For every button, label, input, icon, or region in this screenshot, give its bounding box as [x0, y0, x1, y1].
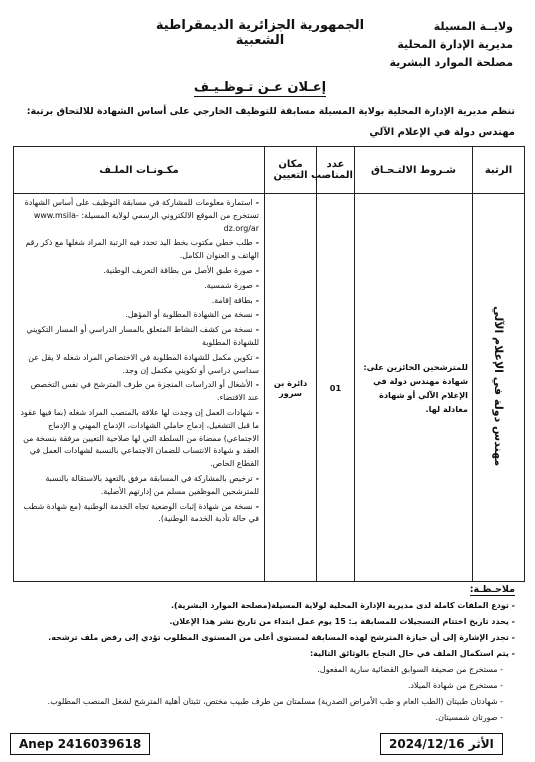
wilaya-line: ولايــة المسيلة: [433, 20, 513, 33]
table-row: [14, 194, 525, 582]
publication-date: الأثر 2024/12/16: [380, 733, 503, 755]
header-rank: الرتبة: [473, 147, 525, 194]
letterhead: [0, 8, 535, 78]
positions-count: 01: [317, 194, 355, 582]
notes-block: [20, 598, 515, 726]
intro-paragraph: تنظم مديرية الإدارة المحلية بولاية المسيلة مسابقة للتوظيف الخارجي على أساس الشهادة للالتحاق برتبة:: [26, 106, 515, 117]
document-item: -شهادات العمل إن وجدت لها علاقة بالمنصب المراد شغله (بما فيها عقود ما قبل التشغيل، إدماج حاملي الشهادات، الإدماج المهني و الإدماج الاجتماعي) ممضاة من السلطة التي لها صلاحية التعيين مرفقة بنسخة من العقد و شهادة الانتساب للضمان الاجتماعي بالنسبة لشهادات العمل في القطاع الخاص.: [20, 407, 259, 469]
assignment-place: دائرة بن سرور: [265, 194, 317, 582]
conditions-cell: للمترشحين الحائزين على: شهادة مهندس دولة في الإعلام الآلي أو شهادة معادلة لها.: [355, 194, 473, 582]
republic-title: الجمهورية الجزائرية الديمقراطية الشعبية: [155, 18, 365, 48]
document-item: -تكوين مكمل للشهادة المطلوبة في الاختصاص المراد شغله لا يقل عن سداسي دراسي أو تكويني مكتمل إن وجد.: [28, 352, 259, 375]
document-item: -استمارة معلومات للمشاركة في مسابقة التوظيف على أساس الشهادة تستخرج من الموقع الالكتروني الرسمي لولاية المسيلة: www.msila-dz.org/ar: [24, 198, 259, 233]
note-sub-item: - صورتان شمسيتان.: [435, 713, 503, 722]
document-item: -نسخة من الشهادة المطلوبة أو المؤهل.: [125, 310, 259, 320]
website-link[interactable]: www.msila-dz.org/ar: [33, 210, 259, 233]
note-item: - يحدد تاريخ اختتام التسجيلات للمسابقة بـ: 15 يوم عمل ابتداء من تاريخ نشر هذا الإعلان.: [169, 617, 515, 626]
directorate-line: مديرية الإدارة المحلية: [397, 38, 513, 51]
header-conditions: شـروط الالتـحـاق: [355, 147, 473, 194]
document-item: -بطاقة إقامة.: [211, 295, 259, 305]
document-item: -ترخيص بالمشاركة في المسابقة مرفق بالتعهد بالاستقالة بالنسبة للمترشحين الموظفين مسلم من إدارتهم الأصلية.: [45, 473, 259, 496]
documents-cell: [14, 194, 265, 582]
notes-title: ملاحـظـة:: [469, 584, 515, 595]
issuing-authority: [363, 18, 513, 72]
requirements-table: [13, 146, 525, 582]
footer: [10, 733, 525, 757]
note-item: - تجدر الإشارة إلى أن حيازة المترشح لهذه المسابقة لمستوى أعلى من المستوى المطلوب تؤدي إلى رفض ملف ترشحه.: [48, 633, 515, 642]
note-sub-item: - مستخرج من صحيفة السوابق القضائية سارية المفعول.: [317, 665, 503, 674]
header-documents: مكـونـات الملـف: [14, 147, 265, 194]
table-header-row: [14, 147, 525, 194]
rank-heading: مهندس دولة في الإعلام الآلي: [369, 127, 515, 138]
header-positions: عدد المناصب: [317, 147, 355, 194]
document-item: -صورة شمسية.: [204, 280, 259, 290]
note-item: - يتم استكمال الملف في حال النجاح بالوثائق التالية:: [309, 649, 515, 658]
document-item: -الأشغال أو الدراسات المنجزة من طرف المترشح في نفس التخصص عند الاقتضاء.: [30, 380, 259, 403]
service-line: مصلحة الموارد البشرية: [389, 56, 513, 69]
rank-cell: [473, 194, 525, 582]
note-sub-item: - مستخرج من شهادة الميلاد.: [407, 681, 503, 690]
document-item: -نسخة من شهادة إثبات الوضعية تجاه الخدمة الوطنية (مع شهادة شطب في حالة تأدية الخدمة الوطنية).: [23, 501, 259, 524]
document-item: -طلب خطي مكتوب بخط اليد تحدد فيه الرتبة المراد شغلها مع ذكر رقم الهاتف و العنوان الكامل.: [25, 238, 259, 261]
documents-list: [19, 197, 259, 526]
note-sub-item: - شهادتان طبيتان (الطب العام و طب الأمراض الصدرية) مسلمتان من طرف طبيب مختص، تثبتان أهلية المترشح لشغل المنصب المطلوب.: [47, 697, 503, 706]
anep-reference: Anep 2416039618: [10, 733, 150, 755]
document-item: -نسخة من كشف النشاط المتعلق بالمسار الدراسي أو المسار التكويني للشهادة المطلوبة: [26, 325, 259, 347]
announcement-title: إعـلان عـن تـوظـيـف: [193, 80, 327, 95]
header-place: مكان التعيين: [265, 147, 317, 194]
note-item: - تودع الملفات كاملة لدى مديرية الإدارة المحلية لولاية المسيلة(مصلحة الموارد البشرية).: [170, 601, 515, 610]
rank-name: مهندس دولة في الإعلام الآلي: [492, 306, 505, 467]
document-item: -صورة طبق الأصل من بطاقة التعريف الوطنية.: [103, 265, 259, 275]
